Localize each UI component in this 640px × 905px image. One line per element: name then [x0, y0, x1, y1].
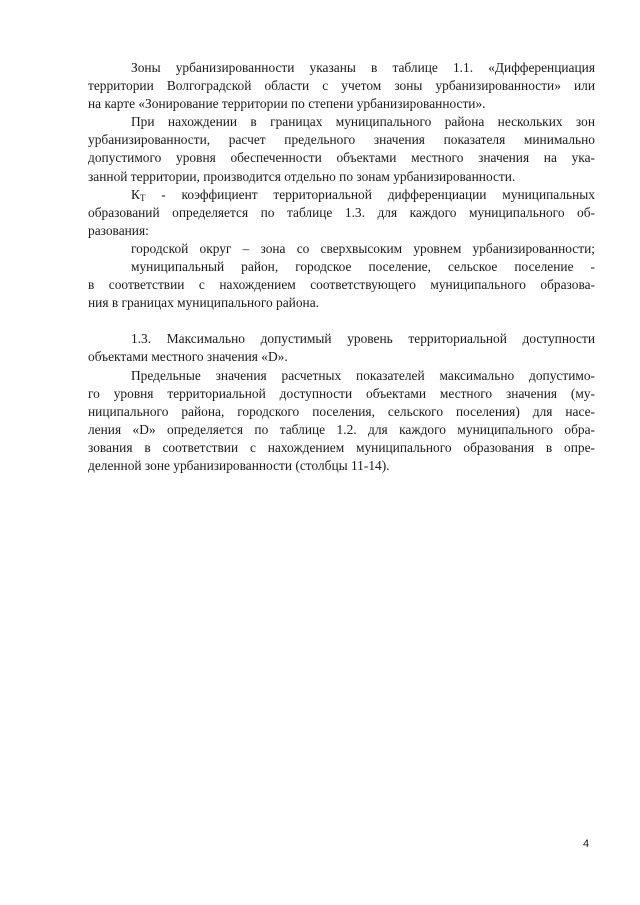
text-line: Зоны урбанизированности указаны в таблице 1.1. «Дифференциация — [131, 60, 595, 75]
section-heading-1-3 — [88, 330, 595, 366]
kt-letter: К — [131, 186, 140, 202]
text-line: ниципального района, городского поселения, сельского поселения) для насе- — [88, 403, 595, 419]
text-line: территории Волгоградской области с учетом зоны урбанизированности» или — [88, 78, 595, 94]
text-line: образований определяется по таблице 1.3. для каждого муниципального об- — [88, 204, 595, 220]
text-line: в соответствии с нахождением соответствующего муниципального образова- — [88, 277, 595, 293]
kt-symbol — [131, 187, 145, 202]
text-line: занной территории, производится отдельно по зонам урбанизированности. — [88, 168, 516, 184]
text-line: городской округ – зона со сверхвысоким уровнем урбанизированности; — [131, 240, 595, 256]
paragraph-municipal-district — [88, 258, 595, 312]
paragraph-urbanization-zones — [88, 59, 595, 113]
paragraph-accessibility-limits — [88, 367, 595, 476]
text-line: ления «D» определяется по таблице 1.2. для каждого муниципального обра- — [88, 421, 595, 437]
text-line: Предельные значения расчетных показателей максимально допустимо- — [131, 367, 595, 383]
paragraph-gap — [88, 312, 595, 330]
page-number: 4 — [583, 838, 590, 850]
text-line: на карте «Зонирование территории по степени урбанизированности». — [88, 96, 486, 112]
paragraph-kt-coefficient — [88, 186, 595, 240]
paragraph-city-district — [88, 240, 595, 258]
paragraph-multiple-zones — [88, 113, 595, 185]
text-line: муниципальный район, городское поселение, сельское поселение - — [131, 259, 595, 275]
text-line: допустимого уровня обеспеченности объектами местного значения на ука- — [88, 150, 595, 166]
text-line: го уровня территориальной доступности объектами местного значения (му- — [88, 385, 595, 401]
kt-definition: - коэффициент территориальной дифференциации муниципальных — [145, 186, 595, 202]
text-line: объектами местного значения «D». — [88, 349, 288, 365]
body-text — [88, 59, 595, 475]
text-line: ния в границах муниципального района. — [88, 295, 319, 311]
text-line: зования в соответствии с нахождением муниципального образования в опре- — [88, 439, 595, 455]
text-line: урбанизированности, расчет предельного значения показателя минимально — [88, 132, 595, 148]
text-line: деленной зоне урбанизированности (столбцы 11-14). — [88, 457, 390, 473]
text-line: разования: — [88, 222, 149, 238]
text-line: При нахождении в границах муниципального района нескольких зон — [131, 114, 595, 130]
text-line — [88, 186, 595, 204]
kt-subscript: Т — [139, 192, 146, 203]
text-line: 1.3. Максимально допустимый уровень территориальной доступности — [131, 331, 595, 347]
